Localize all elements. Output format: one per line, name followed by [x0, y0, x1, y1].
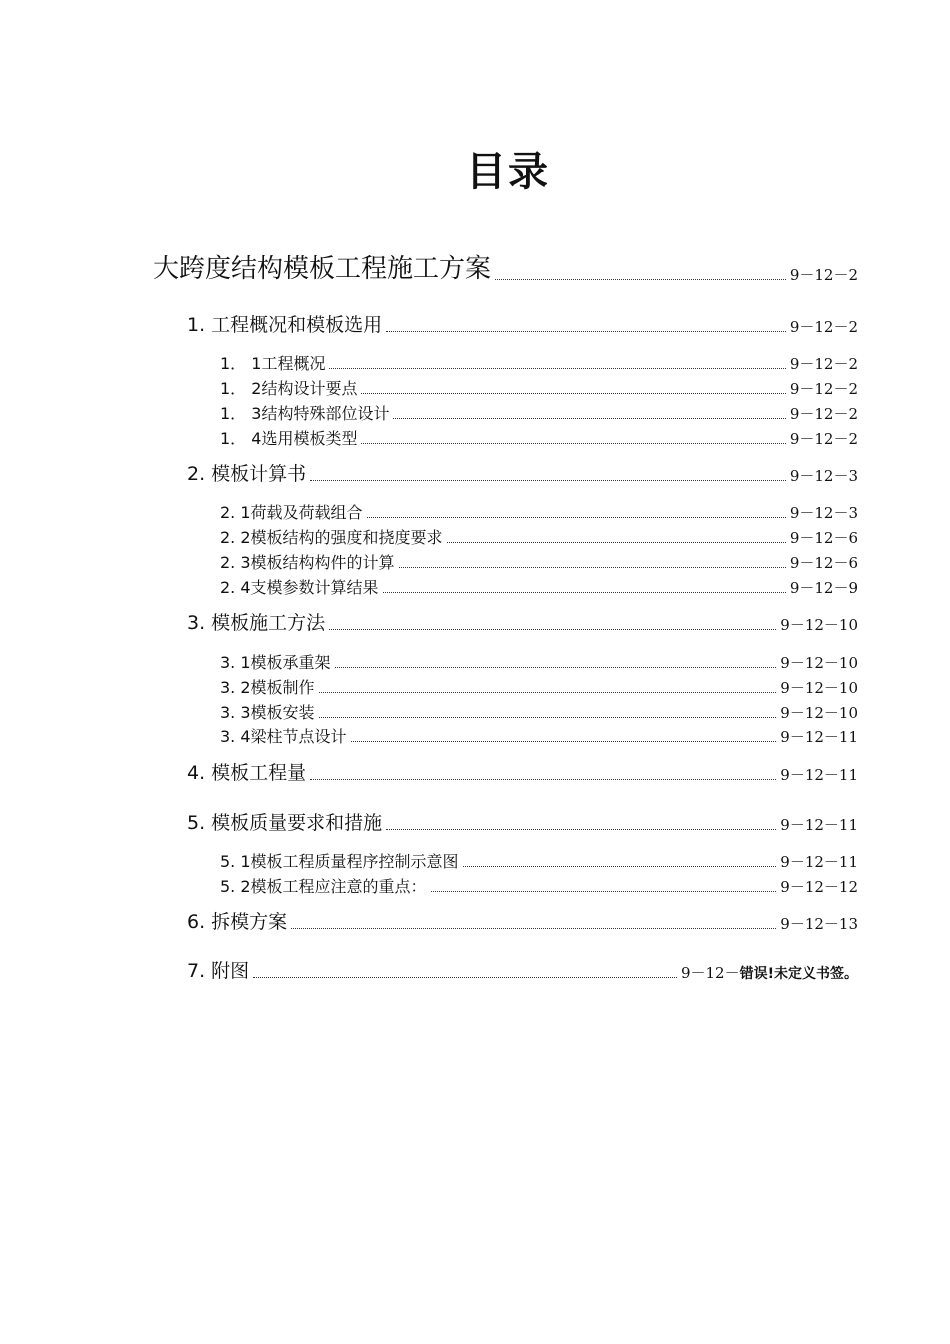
- toc-entry-page: 9－12－2: [789, 318, 858, 336]
- toc-entry-label: 3. 2模板制作: [220, 678, 315, 697]
- toc-entry-page: 9－12－2: [789, 380, 858, 398]
- toc-entry-page: 9－12－11: [780, 766, 858, 784]
- toc-entry-label: 7. 附图: [187, 960, 250, 982]
- toc-entry-page: 9－12－11: [780, 728, 858, 746]
- bookmark-error-text: 错误!未定义书签。: [739, 966, 858, 982]
- toc-entry-page: 9－12－9: [789, 579, 858, 597]
- toc-entry-label: 1． 3结构特殊部位设计: [220, 404, 390, 423]
- toc-entry-3-2[interactable]: [220, 675, 858, 698]
- dot-leader: [386, 330, 786, 332]
- toc-entry-page-prefix: 9－12－: [680, 964, 740, 982]
- toc-entry-3-3[interactable]: [220, 700, 858, 723]
- toc-entry-2-4[interactable]: [220, 575, 858, 598]
- dot-leader: [393, 417, 785, 419]
- dot-leader: [383, 591, 786, 593]
- dot-leader: [329, 367, 785, 369]
- page-title: 目录: [466, 149, 550, 195]
- toc-entry-2-3[interactable]: [220, 550, 858, 573]
- toc-entry-label: 1. 工程概况和模板选用: [187, 314, 383, 336]
- toc-entry-7[interactable]: [187, 956, 858, 983]
- toc-entry-page: 9－12－2: [789, 355, 858, 373]
- toc-entry-label: 3. 4梁柱节点设计: [220, 727, 347, 746]
- toc-entry-3-1[interactable]: [220, 650, 858, 673]
- dot-leader: [253, 976, 677, 978]
- toc-entry-page: 9－12－2: [789, 405, 858, 423]
- toc-entry-1-3[interactable]: [220, 401, 858, 424]
- toc-entry-1-2[interactable]: [220, 376, 858, 399]
- dot-leader: [495, 278, 786, 280]
- toc-entry-page: [681, 962, 858, 983]
- toc-entry-label: 3. 3模板安装: [220, 703, 315, 722]
- dot-leader: [361, 442, 785, 444]
- toc-entry-page: 9－12－10: [780, 616, 858, 634]
- toc-entry-5-2[interactable]: [220, 874, 858, 897]
- toc-entry-5[interactable]: [187, 808, 858, 835]
- toc-entry-page: 9－12－10: [780, 679, 858, 697]
- dot-leader: [431, 890, 777, 892]
- toc-entry-label: 5. 1模板工程质量程序控制示意图: [220, 852, 459, 871]
- toc-entry-page: 9－12－13: [780, 915, 858, 933]
- toc-entry-label: 4. 模板工程量: [187, 762, 307, 784]
- toc-entry-5-1[interactable]: [220, 849, 858, 872]
- toc-entry-label: 2. 模板计算书: [187, 463, 307, 485]
- toc-entry-3[interactable]: [187, 608, 858, 635]
- toc-entry-2-1[interactable]: [220, 500, 858, 523]
- dot-leader: [447, 541, 786, 543]
- toc-entry-label: 2. 4支模参数计算结果: [220, 578, 379, 597]
- toc-entry-page: 9－12－2: [789, 430, 858, 448]
- dot-leader: [399, 566, 786, 568]
- toc-entry-label: 2. 3模板结构构件的计算: [220, 553, 395, 572]
- dot-leader: [351, 740, 777, 742]
- toc-entry-page: 9－12－10: [780, 654, 858, 672]
- toc-entry-main[interactable]: [153, 248, 858, 285]
- toc-entry-label: 2. 1荷载及荷载组合: [220, 503, 363, 522]
- dot-leader: [319, 716, 777, 718]
- toc-entry-page: 9－12－3: [789, 504, 858, 522]
- toc-entry-label: 大跨度结构模板工程施工方案: [153, 254, 492, 284]
- toc-entry-page: 9－12－3: [789, 467, 858, 485]
- dot-leader: [367, 516, 786, 518]
- toc-entry-label: 1． 2结构设计要点: [220, 379, 358, 398]
- toc-entry-label: 5. 模板质量要求和措施: [187, 812, 383, 834]
- toc-entry-page: 9－12－11: [780, 853, 858, 871]
- toc-entry-2[interactable]: [187, 459, 858, 486]
- dot-leader: [463, 865, 777, 867]
- toc-entry-label: 1． 4选用模板类型: [220, 429, 358, 448]
- toc-entry-1-1[interactable]: [220, 351, 858, 374]
- dot-leader: [361, 392, 785, 394]
- dot-leader: [329, 628, 776, 630]
- dot-leader: [319, 691, 777, 693]
- toc-entry-4[interactable]: [187, 758, 858, 785]
- toc-entry-6[interactable]: [187, 907, 858, 934]
- dot-leader: [310, 479, 786, 481]
- dot-leader: [386, 828, 776, 830]
- toc-entry-label: 3. 1模板承重架: [220, 653, 331, 672]
- toc-entry-page: 9－12－2: [789, 266, 858, 284]
- toc-entry-label: 1． 1工程概况: [220, 354, 326, 373]
- toc-entry-label: 2. 2模板结构的强度和挠度要求: [220, 528, 443, 547]
- toc-entry-page: 9－12－11: [780, 816, 858, 834]
- toc-entry-page: 9－12－12: [780, 878, 858, 896]
- dot-leader: [310, 778, 776, 780]
- toc-entry-label: 5. 2模板工程应注意的重点：: [220, 877, 427, 896]
- toc-entry-page: 9－12－6: [789, 554, 858, 572]
- dot-leader: [335, 666, 777, 668]
- toc-entry-1[interactable]: [187, 310, 858, 337]
- toc-entry-label: 3. 模板施工方法: [187, 612, 326, 634]
- dot-leader: [291, 927, 776, 929]
- toc-entry-page: 9－12－6: [789, 529, 858, 547]
- toc-entry-page: 9－12－10: [780, 704, 858, 722]
- toc-entry-1-4[interactable]: [220, 426, 858, 449]
- toc-entry-3-4[interactable]: [220, 724, 858, 747]
- toc-entry-label: 6. 拆模方案: [187, 911, 288, 933]
- toc-entry-2-2[interactable]: [220, 525, 858, 548]
